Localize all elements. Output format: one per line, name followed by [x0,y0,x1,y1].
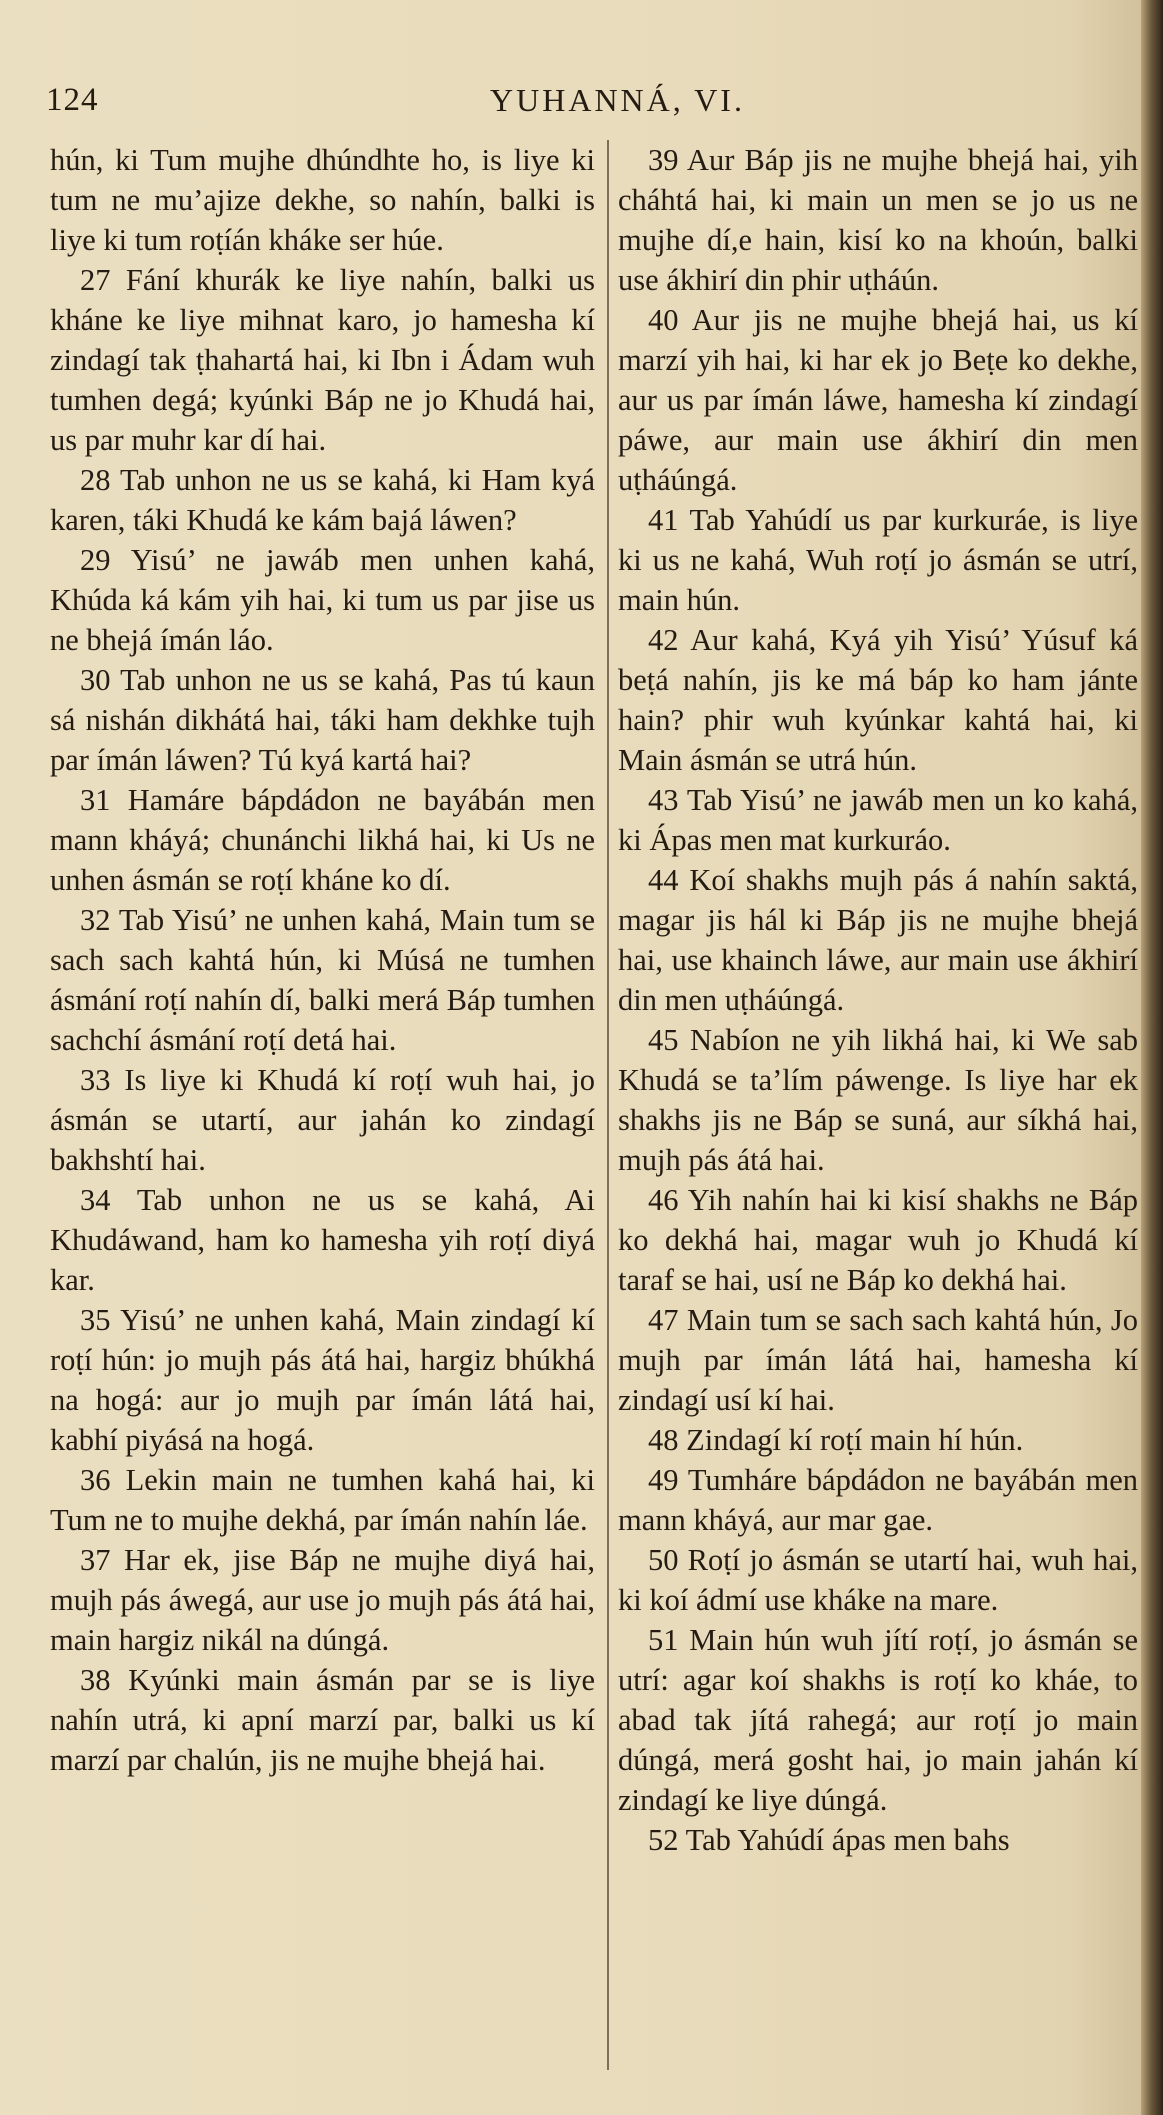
verse-paragraph: 46 Yih nahín hai ki kisí shakhs ne Báp ko dekhá hai, magar wuh jo Khudá kí taraf se hai, usí ne Báp ko dekhá hai. [618,1183,1138,1297]
left-text-column [50,140,595,1780]
running-title: YUHANNÁ, VI. [490,82,745,118]
verse-paragraph: hún, ki Tum mujhe dhúndhte ho, is liye ki tum ne mu’ajize dekhe, so nahín, balki is liye ki tum roṭíán kháke ser húe. [50,143,595,257]
verse-paragraph: 43 Tab Yisú’ ne jawáb men un ko kahá, ki Ápas men mat kurkuráo. [618,783,1138,857]
right-text-column [618,140,1138,1860]
verse-paragraph: 40 Aur jis ne mujhe bhejá hai, us kí marzí yih hai, ki har ek jo Beṭe ko dekhe, aur us par ímán láwe, hamesha kí zindagí páwe, aur main use ákhirí din men uṭháúngá. [618,303,1138,497]
verse-paragraph: 39 Aur Báp jis ne mujhe bhejá hai, yih cháhtá hai, ki main un men se jo us ne mujhe dí,e hain, kisí ko na khoún, balki use ákhirí din phir uṭháún. [618,143,1138,297]
verse-paragraph: 48 Zindagí kí roṭí main hí hún. [648,1423,1024,1457]
verse-paragraph: 49 Tumháre bápdádon ne bayábán men mann kháyá, aur mar gae. [618,1463,1138,1537]
page-header [40,82,1130,132]
verse-paragraph: 51 Main hún wuh jítí roṭí, jo ásmán se utrí: agar koí shakhs is roṭí ko kháe, to abad tak jítá rahegá; aur roṭí jo main dúngá, merá gosht hai, jo main jahán kí zindagí ke liye dúngá. [618,1623,1138,1817]
verse-paragraph: 27 Fání khurák ke liye nahín, balki us kháne ke liye mihnat karo, jo hamesha kí zindagí tak ṭhahartá hai, ki Ibn i Ádam wuh tumhen degá; kyúnki Báp ne jo Khudá hai, us par muhr kar dí hai. [50,263,595,457]
verse-paragraph: 29 Yisú’ ne jawáb men unhen kahá, Khúda ká kám yih hai, ki tum us par jise us ne bhejá ímán láo. [50,543,595,657]
verse-paragraph: 45 Nabíon ne yih likhá hai, ki We sab Khudá se ta’lím páwenge. Is liye har ek shakhs jis ne Báp se suná, aur síkhá hai, mujh pás átá hai. [618,1023,1138,1177]
page-number: 124 [46,82,99,118]
verse-paragraph: 35 Yisú’ ne unhen kahá, Main zindagí kí roṭí hún: jo mujh pás átá hai, hargiz bhúkhá na hogá: aur jo mujh par ímán látá hai, kabhí piyásá na hogá. [50,1303,595,1457]
verse-paragraph: 41 Tab Yahúdí us par kurkuráe, is liye ki us ne kahá, Wuh roṭí jo ásmán se utrí, main hún. [618,503,1138,617]
verse-paragraph: 42 Aur kahá, Kyá yih Yisú’ Yúsuf ká beṭá nahín, jis ke má báp ko ham jánte hain? phir wuh kyúnkar kahtá hai, ki Main ásmán se utrá hún. [618,623,1138,777]
verse-paragraph: 47 Main tum se sach sach kahtá hún, Jo mujh par ímán látá hai, hamesha kí zindagí usí kí hai. [618,1303,1138,1417]
verse-paragraph: 30 Tab unhon ne us se kahá, Pas tú kaun sá nishán dikhátá hai, táki ham dekhke tujh par ímán láwen? Tú kyá kartá hai? [50,663,595,777]
verse-paragraph: 33 Is liye ki Khudá kí roṭí wuh hai, jo ásmán se utartí, aur jahán ko zindagí bakhshtí hai. [50,1063,595,1177]
verse-paragraph: 34 Tab unhon ne us se kahá, Ai Khudáwand, ham ko hamesha yih roṭí diyá kar. [50,1183,595,1297]
verse-paragraph: 32 Tab Yisú’ ne unhen kahá, Main tum se sach sach kahtá hún, ki Músá ne tumhen ásmání roṭí nahín dí, balki merá Báp tumhen sachchí ásmání roṭí detá hai. [50,903,595,1057]
verse-paragraph: 52 Tab Yahúdí ápas men bahs [648,1823,1010,1857]
column-divider-rule [607,140,609,2070]
verse-paragraph: 31 Hamáre bápdádon ne bayábán men mann kháyá; chunánchi likhá hai, ki Us ne unhen ásmán se roṭí kháne ko dí. [50,783,595,897]
verse-paragraph: 36 Lekin main ne tumhen kahá hai, ki Tum ne to mujhe dekhá, par ímán nahín láe. [50,1463,595,1537]
verse-paragraph: 44 Koí shakhs mujh pás á nahín saktá, magar jis hál ki Báp jis ne mujhe bhejá hai, use khainch láwe, aur main use ákhirí din men uṭháúngá. [618,863,1138,1017]
verse-paragraph: 50 Roṭí jo ásmán se utartí hai, wuh hai, ki koí ádmí use kháke na mare. [618,1543,1138,1617]
verse-paragraph: 28 Tab unhon ne us se kahá, ki Ham kyá karen, táki Khudá ke kám bajá láwen? [50,463,595,537]
verse-paragraph: 37 Har ek, jise Báp ne mujhe diyá hai, mujh pás áwegá, aur use jo mujh pás átá hai, main hargiz nikál na dúngá. [50,1543,595,1657]
verse-paragraph: 38 Kyúnki main ásmán par se is liye nahín utrá, ki apní marzí par, balki us kí marzí par chalún, jis ne mujhe bhejá hai. [50,1663,595,1777]
page-spine-edge [1141,0,1163,2115]
